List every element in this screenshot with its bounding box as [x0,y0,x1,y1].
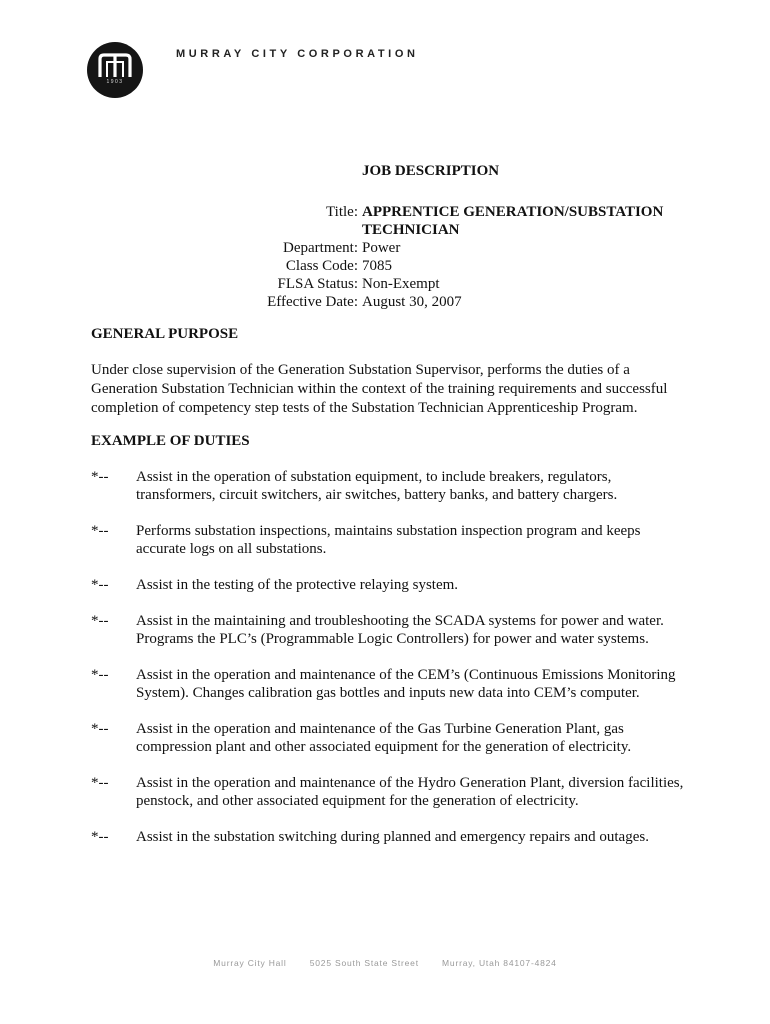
department-label: Department: [283,240,358,256]
duty-item [91,522,691,558]
footer-building: Murray City Hall [213,958,287,968]
duty-bullet: *-- [91,469,109,485]
footer-street: 5025 South State Street [309,958,419,968]
document-heading: JOB DESCRIPTION [362,163,500,179]
murray-city-logo [87,42,143,98]
meta-class-code-row [200,257,680,275]
effective-date-value: August 30, 2007 [362,294,462,310]
duty-text: Assist in the operation and maintenance of the Hydro Generation Plant, diversion facilities, penstock, and other associated equipment for the generation of electricity. [136,775,684,809]
duty-item [91,828,691,846]
duty-bullet: *-- [91,775,109,791]
duty-text: Assist in the operation and maintenance of the Gas Turbine Generation Plant, gas compression plant and other associated equipment for the generation of electricity. [136,721,632,755]
m-emblem-icon [87,42,143,98]
duty-item [91,720,691,756]
logo-year: 1903 [106,79,124,85]
organization-name: MURRAY CITY CORPORATION [176,48,419,60]
duty-bullet: *-- [91,829,109,845]
duty-item [91,774,691,810]
department-value: Power [362,240,401,256]
duty-text: Assist in the operation and maintenance of the CEM’s (Continuous Emissions Monitoring System). Changes calibration gas bottles and inputs new data into CEM’s computer. [136,667,676,701]
duty-bullet: *-- [91,577,109,593]
effective-date-label: Effective Date: [267,294,358,310]
general-purpose-text: Under close supervision of the Generation Substation Supervisor, performs the duties of a Generation Substation Technician within the context of the training requirements and successful completion of competency step tests of the Substation Technician Apprenticeship Program. [91,362,668,416]
duty-text: Assist in the maintaining and troubleshooting the SCADA systems for power and water. Programs the PLC’s (Programmable Logic Controllers) for power and water systems. [136,613,664,647]
duty-bullet: *-- [91,721,109,737]
title-value: APPRENTICE GENERATION/SUBSTATION TECHNICIAN [362,204,664,238]
duty-text: Assist in the substation switching during planned and emergency repairs and outages. [136,829,649,845]
meta-flsa-row [200,275,680,293]
duty-text: Assist in the testing of the protective relaying system. [136,577,459,593]
class-code-value: 7085 [362,258,392,274]
duty-bullet: *-- [91,667,109,683]
class-code-label: Class Code: [285,258,358,274]
meta-title-row [200,203,680,239]
duty-bullet: *-- [91,523,109,539]
job-meta [200,203,680,311]
duty-item [91,468,691,504]
meta-department-row [200,239,680,257]
duty-bullet: *-- [91,613,109,629]
duties-list [91,468,691,864]
title-label: Title: [326,204,358,220]
flsa-value: Non-Exempt [362,276,440,292]
duty-text: Assist in the operation of substation equipment, to include breakers, regulators, transformers, circuit switchers, air switches, battery banks, and battery chargers. [136,469,618,503]
duties-heading: EXAMPLE OF DUTIES [91,433,250,449]
letterhead-footer [0,958,770,968]
duty-text: Performs substation inspections, maintains substation inspection program and keeps accurate logs on all substations. [136,523,641,557]
general-purpose-heading: GENERAL PURPOSE [91,326,239,342]
flsa-label: FLSA Status: [277,276,358,292]
duty-item [91,612,691,648]
duty-item [91,576,691,594]
meta-effective-date-row [200,293,680,311]
footer-city: Murray, Utah 84107-4824 [442,958,557,968]
duty-item [91,666,691,702]
